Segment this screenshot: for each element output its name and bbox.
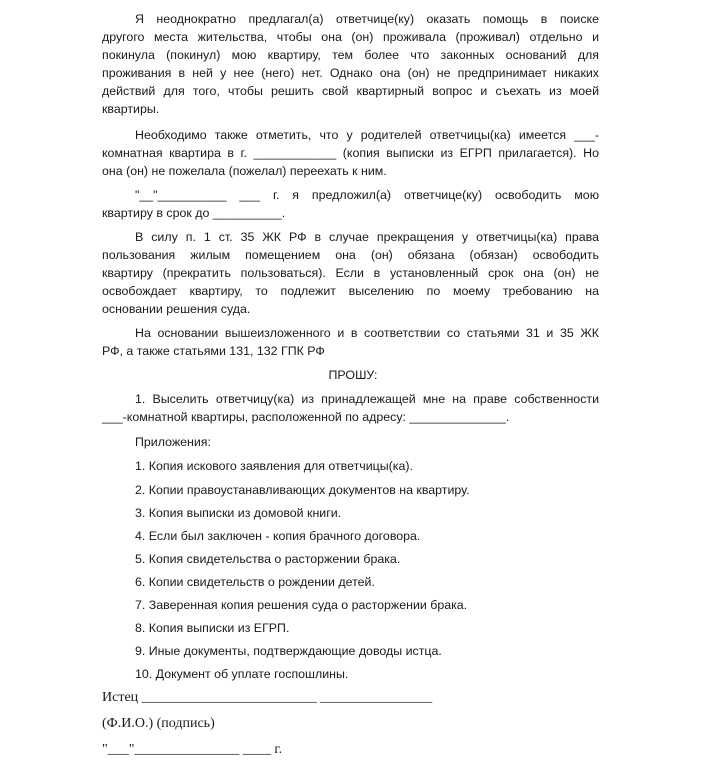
paragraph-3-line: квартиру в срок до __________.	[102, 206, 286, 220]
paragraph-4-line: пользования жилым помещением она (он) обязана (обязан) освободить	[102, 248, 599, 262]
paragraph-4-line: квартиру (прекратить пользоваться). Если в установленный срок она (он) не	[102, 266, 599, 280]
paragraph-2-line: комнатная квартира в г. ____________ (копия выписки из ЕГРП прилагается). Но	[102, 146, 599, 160]
attachment-item: 6. Копии свидетельств о рождении детей.	[135, 575, 375, 589]
paragraph-2-line: Необходимо также отметить, что у родителей ответчицы(ка) имеется ___-	[135, 128, 599, 142]
attachment-item: 2. Копии правоустанавливающих документов на квартиру.	[135, 483, 470, 497]
attachment-item: 8. Копия выписки из ЕГРП.	[135, 621, 290, 635]
attachment-item: 3. Копия выписки из домовой книги.	[135, 506, 342, 520]
paragraph-1-line: проживания в ней у нее (него) нет. Однако она (он) не предпринимает никаких	[102, 66, 599, 80]
paragraph-1-line: действий для того, чтобы решить свой квартирный вопрос и съехать из моей	[102, 84, 599, 98]
plaintiff-signature-line: Истец _________________________ ________________	[102, 690, 433, 705]
paragraph-5-line: На основании вышеизложенного и в соответствии со статьями 31 и 35 ЖК	[135, 326, 599, 340]
paragraph-2-line: она (он) не пожелала (пожелал) переехать к ним.	[102, 164, 387, 178]
attachment-item: 1. Копия искового заявления для ответчицы(ка).	[135, 459, 413, 473]
request-item-line: ___-комнатной квартиры, расположенной по адресу: ______________.	[102, 410, 510, 424]
paragraph-4-line: основании решения суда.	[102, 302, 251, 316]
attachment-item: 9. Иные документы, подтверждающие доводы истца.	[135, 644, 442, 658]
request-item-line: 1. Выселить ответчицу(ка) из принадлежащей мне на праве собственности	[135, 392, 599, 406]
attachments-heading: Приложения:	[135, 435, 211, 449]
paragraph-4-line: В силу п. 1 ст. 35 ЖК РФ в случае прекращения у ответчицы(ка) права	[135, 230, 599, 244]
paragraph-1-line: другого места жительства, чтобы она (он) проживала (проживал) отдельно и	[102, 30, 599, 44]
attachment-item: 5. Копия свидетельства о расторжении брака.	[135, 552, 401, 566]
request-heading: ПРОШУ:	[328, 368, 378, 382]
paragraph-1-line: Я неоднократно предлагал(а) ответчице(ку) оказать помощь в поиске	[135, 12, 599, 26]
date-line: "___"_______________ ____ г.	[102, 742, 283, 757]
paragraph-4-line: освобождает квартиру, то подлежит выселению по моему требованию на	[102, 284, 599, 298]
paragraph-1-line: квартиры.	[102, 102, 160, 116]
name-signature-caption: (Ф.И.О.) (подпись)	[102, 716, 215, 731]
attachment-item: 7. Заверенная копия решения суда о расторжении брака.	[135, 598, 468, 612]
paragraph-1-line: покинула (покинул) мою квартиру, тем более что законных оснований для	[102, 48, 599, 62]
attachment-item: 10. Документ об уплате госпошлины.	[135, 667, 349, 681]
paragraph-5-line: РФ, а также статьями 131, 132 ГПК РФ	[102, 344, 325, 358]
attachment-item: 4. Если был заключен - копия брачного договора.	[135, 529, 421, 543]
paragraph-3-line: "__"__________ ___ г. я предложил(а) ответчице(ку) освободить мою	[135, 188, 599, 202]
